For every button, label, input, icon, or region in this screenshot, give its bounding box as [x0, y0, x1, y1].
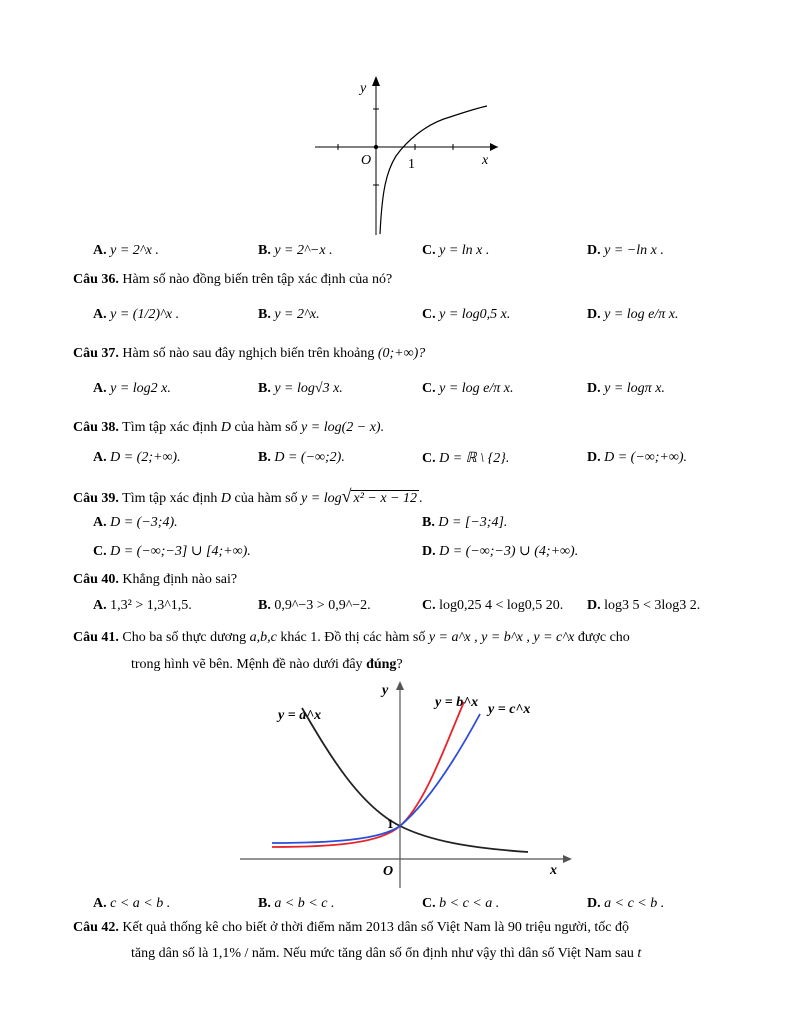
option-label: A.	[93, 450, 107, 465]
question-number: Câu 38.	[73, 420, 119, 435]
q37-option-b[interactable]	[258, 381, 343, 397]
option-text: D = (2;+∞).	[110, 450, 181, 465]
q40-option-a[interactable]	[93, 598, 192, 614]
q35-option-c[interactable]	[422, 243, 489, 259]
option-label: D.	[587, 307, 601, 322]
option-label: C.	[422, 598, 436, 613]
q40-option-c[interactable]	[422, 598, 563, 614]
option-text: y = log e/π x.	[439, 381, 514, 396]
q38-option-a[interactable]	[93, 450, 181, 466]
question-text-2: của hàm số	[234, 491, 298, 506]
y-axis-label: y	[382, 683, 389, 698]
question-var: t	[637, 946, 642, 961]
option-label: C.	[422, 381, 436, 396]
question-text-5: ?	[396, 657, 403, 672]
option-label: A.	[93, 598, 107, 613]
q36-option-d[interactable]	[587, 307, 679, 323]
option-text: y = log0,5 x.	[439, 307, 511, 322]
q35-option-b[interactable]	[258, 243, 333, 259]
option-label: A.	[93, 243, 107, 258]
question-text-3: được cho	[577, 630, 630, 645]
curve-b	[272, 702, 464, 847]
question-text: Khẳng định nào sai?	[122, 572, 238, 587]
question-text-2: của hàm số	[234, 420, 298, 435]
option-text: b < c < a .	[439, 896, 500, 911]
question-number: Câu 40.	[73, 572, 119, 587]
q37-option-c[interactable]	[422, 381, 514, 397]
y-axis-arrow	[372, 76, 380, 86]
q36-option-c[interactable]	[422, 307, 510, 323]
question-var: D	[220, 491, 232, 506]
option-text: y = log√3 x.	[274, 381, 343, 396]
option-label: D.	[587, 896, 601, 911]
x-axis-label: x	[482, 153, 489, 168]
q38-option-d[interactable]	[587, 450, 687, 466]
option-text: y = log2 x.	[110, 381, 171, 396]
option-label: A.	[93, 896, 107, 911]
option-text: y = −ln x .	[604, 243, 664, 258]
q41-option-d[interactable]	[587, 896, 664, 912]
q36-option-a[interactable]	[93, 307, 179, 323]
question-text: Hàm số nào sau đây nghịch biến trên khoảng	[122, 346, 375, 361]
curve-a	[302, 708, 528, 852]
option-label: C.	[93, 544, 107, 559]
question-text-2: khác 1. Đồ thị các hàm số	[280, 630, 426, 645]
option-text: log3 5 < 3log3 2.	[604, 598, 701, 613]
question-text: Hàm số nào đồng biến trên tập xác định của nó?	[122, 272, 393, 287]
option-label: B.	[258, 243, 271, 258]
question-number: Câu 36.	[73, 272, 119, 287]
graph-lnx	[310, 72, 500, 237]
question-number: Câu 42.	[73, 920, 119, 935]
option-text: y = log e/π x.	[604, 307, 679, 322]
option-label: D.	[422, 544, 436, 559]
q39-stem: Câu 39. Tìm tập xác định D của hàm số y = log√ x² − x − 12 .	[73, 486, 423, 506]
q39-option-c[interactable]	[93, 543, 251, 560]
option-label: A.	[93, 307, 107, 322]
option-text: y = ln x .	[439, 243, 490, 258]
question-text: Tìm tập xác định	[122, 491, 218, 506]
q39-option-a[interactable]	[93, 515, 178, 531]
option-text: y = logπ x.	[604, 381, 665, 396]
question-text: Cho ba số thực dương	[122, 630, 247, 645]
q35-option-a[interactable]	[93, 243, 159, 259]
q40-option-b[interactable]	[258, 598, 371, 614]
tick-one-label: 1	[408, 157, 415, 172]
q41-option-b[interactable]	[258, 896, 334, 912]
q38-option-c[interactable]	[422, 450, 509, 467]
option-text: 1,3² > 1,3^1,5.	[110, 598, 192, 613]
question-number: Câu 37.	[73, 346, 119, 361]
one-label: 1	[387, 816, 394, 831]
option-label: B.	[422, 515, 435, 530]
q41-stem-line2	[131, 657, 403, 673]
option-text: D = (−∞;−3] ∪ [4;+∞).	[110, 544, 251, 559]
q42-stem-line2	[131, 946, 641, 962]
origin-label: O	[383, 864, 394, 879]
q37-option-d[interactable]	[587, 381, 665, 397]
y-axis-label: y	[360, 81, 367, 96]
question-var: D	[220, 420, 232, 435]
option-label: A.	[93, 515, 107, 530]
question-emphasis: đúng	[366, 657, 397, 672]
question-number: Câu 39.	[73, 491, 119, 506]
option-text: D = (−∞;+∞).	[604, 450, 688, 465]
option-label: D.	[587, 450, 601, 465]
option-text: y = 2^−x .	[274, 243, 333, 258]
label-curve-a: y = a^x	[278, 708, 322, 723]
option-text: y = 2^x.	[274, 307, 320, 322]
option-text: log0,25 4 < log0,5 20.	[439, 598, 564, 613]
option-text: D = [−3;4].	[438, 515, 508, 530]
question-func: y = log	[301, 491, 342, 506]
question-text-2: tăng dân số là 1,1% / năm. Nếu mức tăng dân số ổn định như vậy thì dân số Việt Nam sau	[131, 946, 634, 961]
y-axis-arrow	[396, 681, 404, 690]
option-text: 0,9^−3 > 0,9^−2.	[274, 598, 371, 613]
question-interval: (0;+∞)?	[377, 346, 426, 361]
q37-stem	[73, 346, 425, 362]
option-text: y = (1/2)^x .	[110, 307, 180, 322]
q39-option-d[interactable]	[422, 543, 578, 560]
option-text: D = (−∞;−3) ∪ (4;+∞).	[439, 544, 579, 559]
option-label: D.	[587, 381, 601, 396]
q36-stem	[73, 272, 392, 288]
option-label: B.	[258, 307, 271, 322]
x-axis-arrow	[563, 855, 572, 863]
option-label: C.	[422, 451, 436, 466]
graph-exponentials	[230, 676, 580, 891]
option-label: D.	[587, 243, 601, 258]
option-label: C.	[422, 243, 436, 258]
origin-label: O	[361, 153, 372, 168]
q38-stem	[73, 420, 384, 436]
option-label: B.	[258, 450, 271, 465]
option-label: C.	[422, 896, 436, 911]
curve-c	[272, 714, 480, 843]
q42-stem-line1	[73, 920, 629, 936]
question-number: Câu 41.	[73, 630, 119, 645]
q37-option-a[interactable]	[93, 381, 171, 397]
option-text: D = ℝ \ {2}.	[439, 451, 510, 466]
option-text: a < c < b .	[604, 896, 665, 911]
option-label: B.	[258, 598, 271, 613]
q40-stem	[73, 572, 237, 588]
option-label: B.	[258, 381, 271, 396]
q36-option-b[interactable]	[258, 307, 320, 323]
question-func: y = log(2 − x).	[301, 420, 385, 435]
option-label: D.	[587, 598, 601, 613]
ln-curve	[380, 106, 487, 234]
q39-option-b[interactable]	[422, 515, 507, 531]
question-text-4: trong hình vẽ bên. Mệnh đề nào dưới đây	[131, 657, 363, 672]
question-vars: a,b,c	[249, 630, 277, 645]
q41-option-c[interactable]	[422, 896, 499, 912]
option-text: y = 2^x .	[110, 243, 159, 258]
option-label: C.	[422, 307, 436, 322]
q38-option-b[interactable]	[258, 450, 345, 466]
question-text: Kết quả thống kê cho biết ở thời điểm năm 2013 dân số Việt Nam là 90 triệu người, tốc độ	[122, 920, 629, 935]
sqrt-symbol: √	[341, 486, 352, 506]
option-text: a < b < c .	[274, 896, 335, 911]
q35-option-d[interactable]	[587, 243, 664, 259]
label-curve-b: y = b^x	[435, 695, 479, 710]
q41-stem-line1	[73, 630, 630, 646]
q40-option-d[interactable]	[587, 598, 700, 614]
x-axis-label: x	[550, 863, 557, 878]
option-label: B.	[258, 896, 271, 911]
option-label: A.	[93, 381, 107, 396]
x-axis-arrow	[490, 143, 498, 151]
question-radicand: x² − x − 12	[353, 491, 418, 506]
option-text: D = (−∞;2).	[274, 450, 345, 465]
option-text: c < a < b .	[110, 896, 171, 911]
option-text: D = (−3;4).	[110, 515, 178, 530]
question-text: Tìm tập xác định	[122, 420, 218, 435]
label-curve-c: y = c^x	[488, 702, 531, 717]
question-funcs: y = a^x , y = b^x , y = c^x	[428, 630, 575, 645]
q41-option-a[interactable]	[93, 896, 170, 912]
